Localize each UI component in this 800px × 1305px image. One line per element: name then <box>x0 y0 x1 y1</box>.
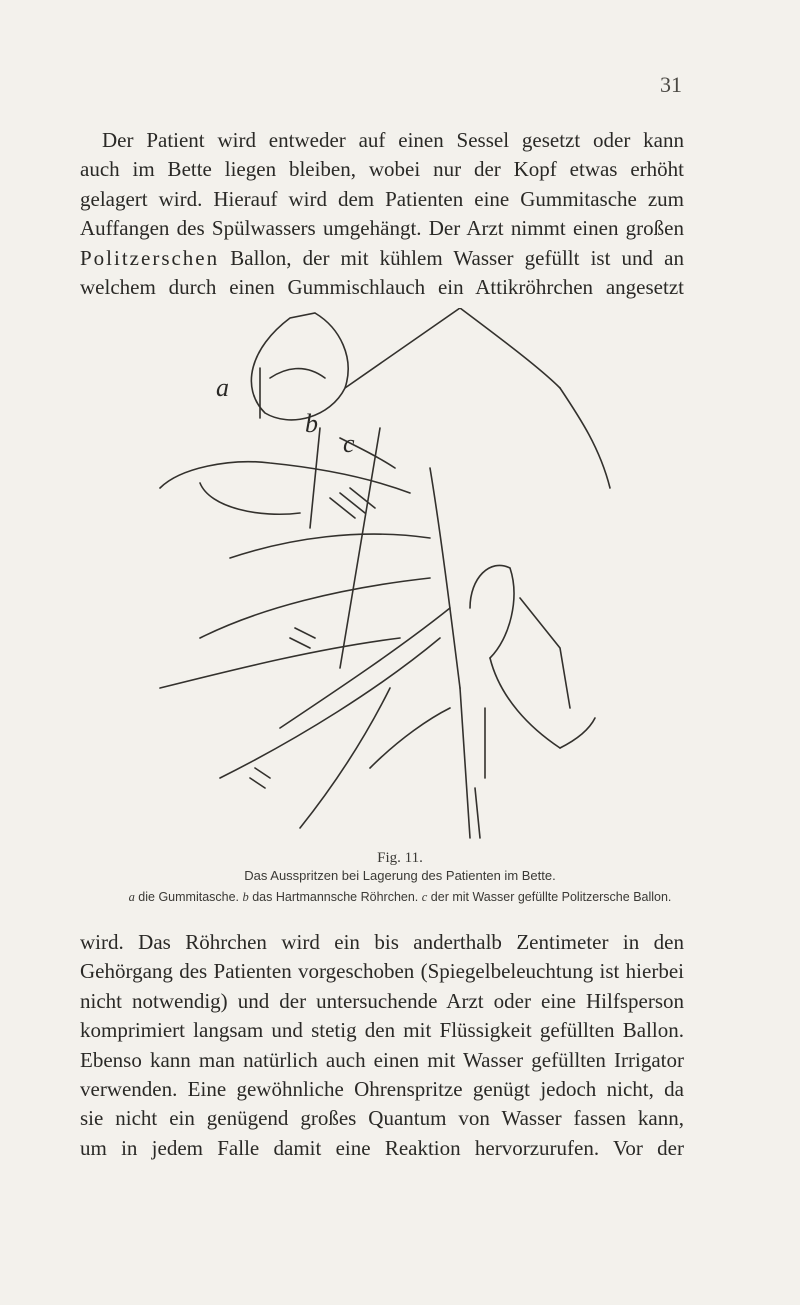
text-line: welchem durch einen Gummischlauch ein Attikröhrchen angesetzt <box>80 275 684 300</box>
legend-text-b: das Hartmannsche Röhrchen. <box>248 890 422 904</box>
paragraph-2 <box>80 928 684 1163</box>
text-line: Auffangen des Spülwassers umgehängt. Der Arzt nimmt einen großen <box>80 216 684 241</box>
ear-irrigation-drawing <box>140 308 620 842</box>
text-line <box>80 244 684 273</box>
text-line: wird. Das Röhrchen wird ein bis anderthalb Zentimeter in den <box>80 930 684 954</box>
figure-illustration <box>140 308 620 842</box>
figure-legend <box>0 890 800 905</box>
spaced-name: Politzerschen <box>80 245 220 270</box>
paragraph-1 <box>80 126 684 302</box>
text-line: auch im Bette liegen bleiben, wobei nur der Kopf etwas erhöht <box>80 157 684 182</box>
legend-key-c: c <box>421 890 428 904</box>
text-line: verwenden. Eine gewöhnliche Ohrenspritze genügt jedoch nicht, da <box>80 1077 684 1102</box>
page-number: 31 <box>660 72 682 97</box>
text-line: sie nicht ein genügend großes Quantum von Wasser fassen kann, <box>80 1106 684 1131</box>
figure-label-a: a <box>216 373 229 402</box>
text-line: nicht notwendig) und der untersuchende Arzt oder eine Hilfsperson <box>80 988 684 1013</box>
text-line: um in jedem Falle damit eine Reaktion hervorzurufen. Vor der <box>80 1135 684 1160</box>
text-line-rest: Ballon, der mit kühlem Wasser gefüllt ist und an <box>219 245 684 270</box>
figure-caption: Das Ausspritzen bei Lagerung des Patienten im Bette. <box>244 868 556 883</box>
legend-key-b: b <box>242 890 249 904</box>
text-line: komprimiert langsam und stetig den mit Flüssigkeit gefüllten Ballon. <box>80 1018 684 1043</box>
figure-label-c: c <box>343 429 355 458</box>
legend-text-c: der mit Wasser gefüllte Politzersche Ballon. <box>427 890 672 904</box>
text-line: Gehörgang des Patienten vorgeschoben (Spiegelbeleuchtung ist hierbei <box>80 959 684 984</box>
text-line: Ebenso kann man natürlich auch einen mit Wasser gefüllten Irrigator <box>80 1047 684 1072</box>
figure-label-b: b <box>305 409 318 438</box>
text-line: gelagert wird. Hierauf wird dem Patienten eine Gummitasche zum <box>80 186 684 211</box>
legend-text-a: die Gummitasche. <box>134 890 243 904</box>
legend-key-a: a <box>128 890 135 904</box>
text-line: Der Patient wird entweder auf einen Sessel gesetzt oder kann <box>102 128 684 152</box>
figure-number: Fig. 11. <box>377 850 423 866</box>
